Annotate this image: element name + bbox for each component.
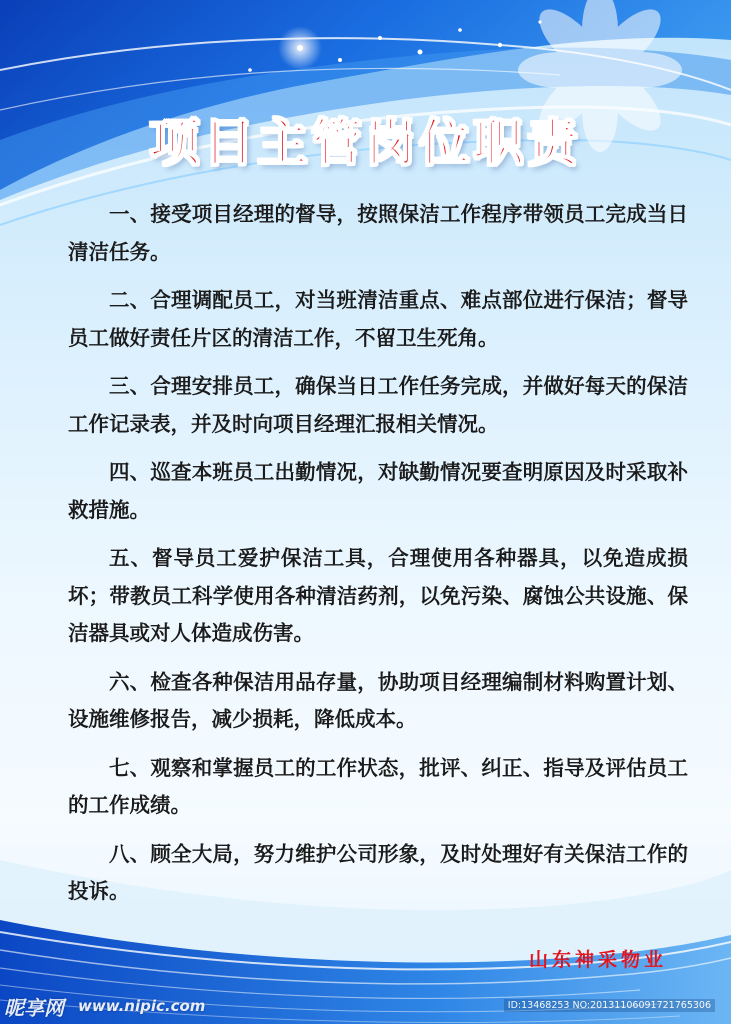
duty-paragraph: 七、观察和掌握员工的工作状态，批评、纠正、指导及评估员工的工作成绩。 [68,755,688,817]
duties-list [68,196,688,922]
watermark-logo: 昵享网 [4,996,64,1020]
page-title: 项目主管岗位职责 [149,114,582,172]
duty-paragraph: 六、检查各种保洁用品存量，协助项目经理编制材料购置计划、设施维修报告，减少损耗，降低成本。 [68,669,688,731]
duty-paragraph: 四、巡查本班员工出勤情况，对缺勤情况要查明原因及时采取补救措施。 [68,460,688,522]
company-name: 山东神采物业 [528,949,667,971]
duty-paragraph: 五、督导员工爱护保洁工具，合理使用各种器具，以免造成损坏；带教员工科学使用各种清洁药剂，以免污染、腐蚀公共设施、保洁器具或对人体造成伤害。 [68,546,688,645]
duty-paragraph: 八、顾全大局，努力维护公司形象，及时处理好有关保洁工作的投诉。 [68,841,688,903]
duty-paragraph: 一、接受项目经理的督导，按照保洁工作程序带领员工完成当日清洁任务。 [68,202,688,264]
watermark-url: www.nipic.com [78,997,206,1015]
watermark-id: ID:13468253 NO:20131106091721765306 [504,999,715,1012]
duty-paragraph: 二、合理调配员工，对当班清洁重点、难点部位进行保洁；督导员工做好责任片区的清洁工作，不留卫生死角。 [68,288,688,350]
duty-paragraph: 三、合理安排员工，确保当日工作任务完成，并做好每天的保洁工作记录表，并及时向项目经理汇报相关情况。 [68,374,688,436]
